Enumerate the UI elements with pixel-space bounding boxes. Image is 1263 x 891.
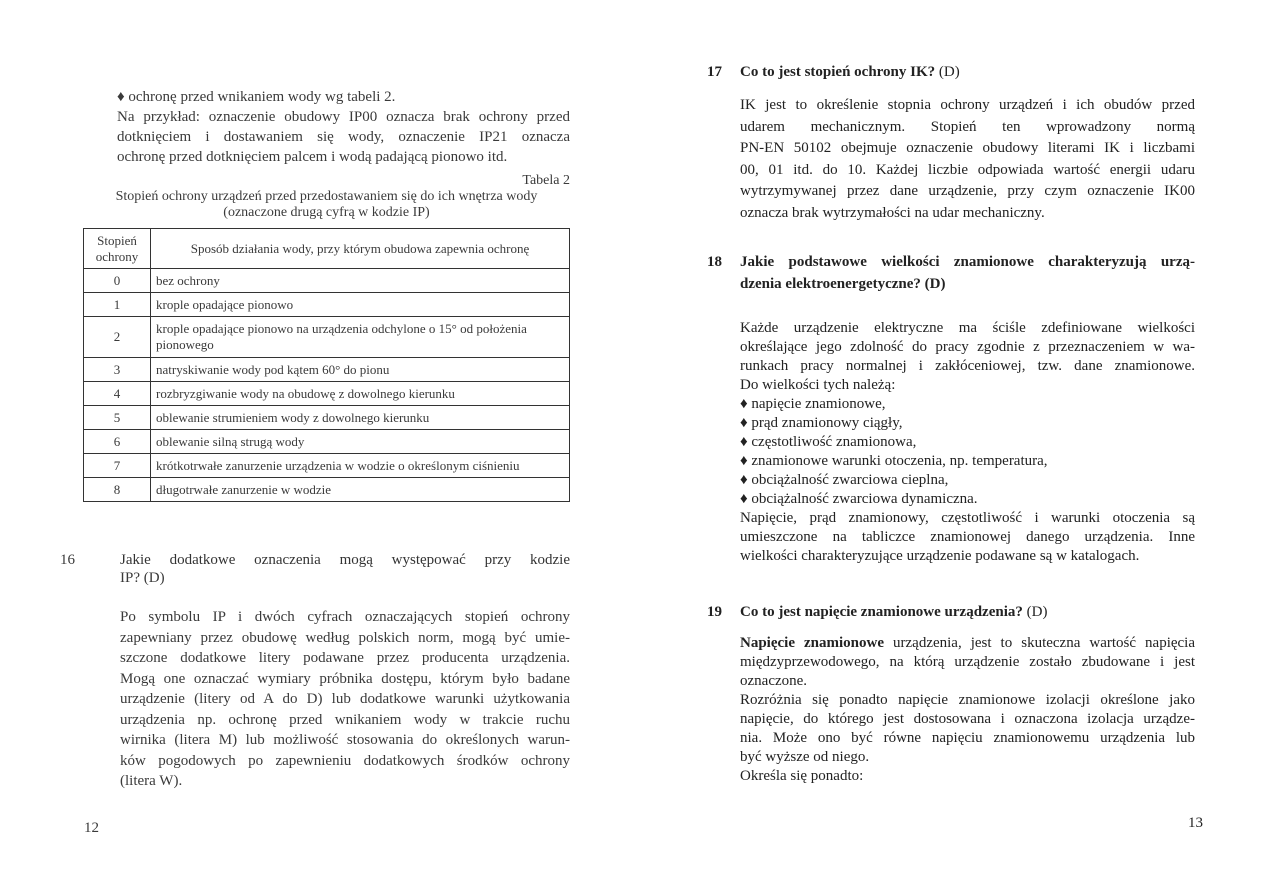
question-number: 16 bbox=[60, 552, 75, 568]
table-cell: krótkotrwałe zanurzenie urządzenia w wodzie o określonym ciśnieniu bbox=[151, 454, 570, 478]
page-number: 12 bbox=[84, 820, 99, 836]
table-row bbox=[84, 478, 570, 502]
bullet-line: ♦ napięcie znamionowe, bbox=[740, 396, 886, 412]
table-cell: 5 bbox=[84, 406, 151, 430]
text-line: runkach pracy normalnej i zakłóceniowej, tzw. dane znamionowe. bbox=[740, 358, 1195, 374]
text-line: urządzenie (litery od A do D) lub dodatkowe warunki użytkowania bbox=[120, 691, 570, 707]
text-fragment: urządzenia, jest to skuteczna wartość napięcia bbox=[884, 635, 1195, 651]
table-cell: rozbryzgiwanie wody na obudowę z dowolnego kierunku bbox=[151, 382, 570, 406]
table-header: Stopień ochrony bbox=[84, 229, 151, 269]
table-cell: oblewanie silną strugą wody bbox=[151, 430, 570, 454]
page-number: 13 bbox=[1188, 815, 1203, 831]
text-line: nia. Może ono być równe napięciu znamionowemu urządzenia lub bbox=[740, 730, 1195, 746]
question-title bbox=[740, 603, 1047, 621]
text-line: zapewniany przez obudowę według polskich norm, mogą być umie- bbox=[120, 630, 570, 646]
question-title bbox=[740, 63, 960, 81]
text-line: być wyższe od niego. bbox=[740, 749, 870, 765]
text-line bbox=[740, 634, 1195, 652]
text-line: Rozróżnia się ponadto napięcie znamionowe izolacji określone jako bbox=[740, 692, 1195, 708]
question-title: Jakie dodatkowe oznaczenia mogą występować przy kodzie bbox=[120, 552, 570, 568]
table-row bbox=[84, 358, 570, 382]
table-cell: bez ochrony bbox=[151, 269, 570, 293]
question-number: 19 bbox=[707, 604, 722, 620]
text-line: oznacza brak wytrzymałości na udar mechaniczny. bbox=[740, 205, 1045, 221]
text-line: ków pogodowych po zapewnieniu dodatkowych środków ochrony bbox=[120, 753, 570, 769]
bullet-line: ♦ obciążalność zwarciowa dynamiczna. bbox=[740, 491, 978, 507]
text-line: szczone dodatkowe litery podawane przez producenta urządzenia. bbox=[120, 650, 570, 666]
table-row bbox=[84, 269, 570, 293]
text-line: określające jego zdolność do pracy zgodnie z przeznaczeniem w wa- bbox=[740, 339, 1195, 355]
table-cell: 0 bbox=[84, 269, 151, 293]
text-line: dotknięciem i dostawaniem się wody, oznaczenie IP21 oznacza bbox=[117, 129, 570, 145]
question-number: 17 bbox=[707, 64, 722, 80]
table-cell: 8 bbox=[84, 478, 151, 502]
difficulty-tag: (D) bbox=[938, 64, 960, 80]
difficulty-tag: (D) bbox=[1026, 604, 1048, 620]
bullet-line: ♦ częstotliwość znamionowa, bbox=[740, 434, 917, 450]
bold-term: Napięcie znamionowe bbox=[740, 635, 884, 651]
table-row bbox=[84, 454, 570, 478]
table-row bbox=[84, 406, 570, 430]
text-line: IK jest to określenie stopnia ochrony urządzeń i ich obudów przed bbox=[740, 97, 1195, 113]
question-title-text: Co to jest stopień ochrony IK? bbox=[740, 64, 936, 80]
table-cell: 1 bbox=[84, 293, 151, 317]
bullet-line: ♦ obciążalność zwarciowa cieplna, bbox=[740, 472, 949, 488]
text-line: urządzenia np. ochronę przed wnikaniem wody w trakcie ruchu bbox=[120, 712, 570, 728]
text-line: ochronę przed dotknięciem palcem i wodą padającą pionowo itd. bbox=[117, 149, 508, 165]
question-title-text: Co to jest napięcie znamionowe urządzenia? bbox=[740, 604, 1023, 620]
table-caption: Stopień ochrony urządzeń przed przedostawaniem się do ich wnętrza wody bbox=[115, 189, 538, 204]
table-cell: krople opadające pionowo na urządzenia odchylone o 15° od położenia pionowego bbox=[151, 317, 570, 358]
table-row bbox=[84, 430, 570, 454]
text-line: napięcie, do którego jest dostosowana i oznaczona izolacja urządze- bbox=[740, 711, 1195, 727]
text-line: PN-EN 50102 obejmuje oznaczenie obudowy literami IK i liczbami bbox=[740, 140, 1195, 156]
bullet-line: ♦ znamionowe warunki otoczenia, np. temperatura, bbox=[740, 453, 1048, 469]
table-cell: 3 bbox=[84, 358, 151, 382]
table-caption: (oznaczone drugą cyfrą w kodzie IP) bbox=[223, 205, 430, 220]
table-cell: 6 bbox=[84, 430, 151, 454]
table-row bbox=[84, 317, 570, 358]
text-line: wytrzymywanej przez dane urządzenie, przy czym oznaczenie IK00 bbox=[740, 183, 1195, 199]
table-row bbox=[84, 382, 570, 406]
table-cell: 2 bbox=[84, 317, 151, 358]
text-line: wirnika (litera M) lub możliwość stosowania do określonych warun- bbox=[120, 732, 570, 748]
table-label: Tabela 2 bbox=[522, 173, 570, 188]
table-cell: natryskiwanie wody pod kątem 60° do pionu bbox=[151, 358, 570, 382]
text-line: Określa się ponadto: bbox=[740, 768, 864, 784]
question-title: IP? (D) bbox=[120, 570, 165, 586]
text-line: 00, 01 itd. do 10. Każdej liczbie odpowiada wartość energii udaru bbox=[740, 162, 1195, 178]
text-line: Na przykład: oznaczenie obudowy IP00 oznacza brak ochrony przed bbox=[117, 109, 570, 125]
question-title: dzenia elektroenergetyczne? (D) bbox=[740, 276, 946, 292]
text-line: międzyprzewodowego, na którą urządzenie zostało zbudowane i jest bbox=[740, 654, 1195, 670]
ip-protection-table bbox=[83, 228, 570, 502]
table-cell: 7 bbox=[84, 454, 151, 478]
text-line: wielkości charakteryzujące urządzenie podawane są w katalogach. bbox=[740, 548, 1140, 564]
text-line: Napięcie, prąd znamionowy, częstotliwość i warunki otoczenia są bbox=[740, 510, 1195, 526]
table-cell: długotrwałe zanurzenie w wodzie bbox=[151, 478, 570, 502]
table-cell: oblewanie strumieniem wody z dowolnego kierunku bbox=[151, 406, 570, 430]
question-title: Jakie podstawowe wielkości znamionowe charakteryzują urzą- bbox=[740, 254, 1195, 270]
text-line: oznaczone. bbox=[740, 673, 808, 689]
table-row bbox=[84, 293, 570, 317]
text-line: udarem mechanicznym. Stopień ten wprowadzony normą bbox=[740, 119, 1195, 135]
text-line: umieszczone na tabliczce znamionowej danego urządzenia. Inne bbox=[740, 529, 1195, 545]
bullet-line: ♦ ochronę przed wnikaniem wody wg tabeli 2. bbox=[117, 89, 396, 105]
table-cell: 4 bbox=[84, 382, 151, 406]
table-cell: krople opadające pionowo bbox=[151, 293, 570, 317]
bullet-line: ♦ prąd znamionowy ciągły, bbox=[740, 415, 903, 431]
text-line: Po symbolu IP i dwóch cyfrach oznaczających stopień ochrony bbox=[120, 609, 570, 625]
text-line: Do wielkości tych należą: bbox=[740, 377, 896, 393]
table-header: Sposób działania wody, przy którym obudowa zapewnia ochronę bbox=[151, 229, 570, 269]
question-number: 18 bbox=[707, 254, 722, 270]
text-line: Mogą one oznaczać wymiary próbnika dostępu, którym było badane bbox=[120, 671, 570, 687]
text-line: Każde urządzenie elektryczne ma ściśle zdefiniowane wielkości bbox=[740, 320, 1195, 336]
text-line: (litera W). bbox=[120, 773, 183, 789]
